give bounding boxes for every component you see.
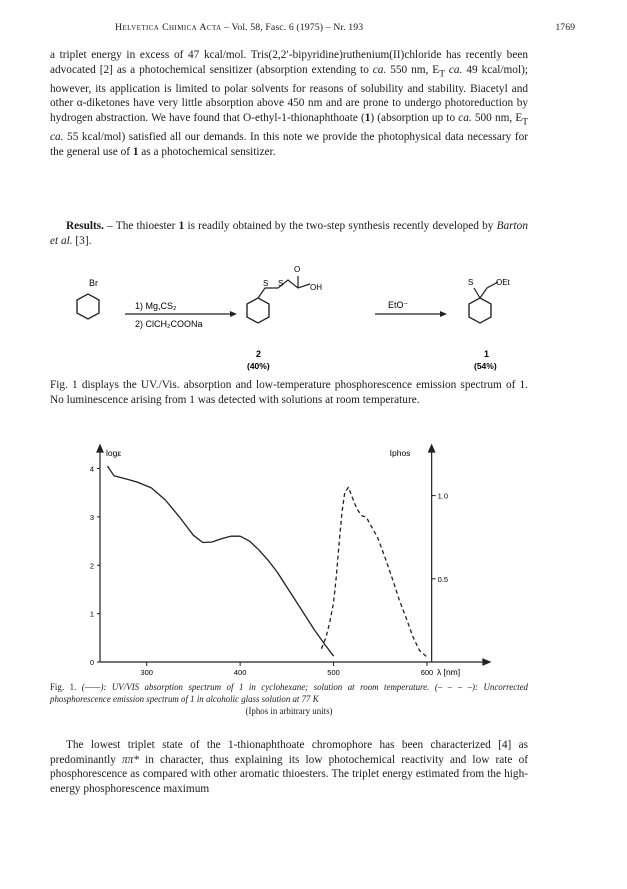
- x-tick-label: 600: [420, 668, 434, 677]
- bromonaphthalene-structure: [77, 294, 99, 319]
- intermediate-oh: OH: [310, 283, 322, 292]
- reaction-arrow-2-head: [440, 311, 447, 317]
- x-axis-arrow: [483, 659, 490, 665]
- figure-caption: [50, 681, 528, 717]
- intro-paragraph: a triplet energy in excess of 47 kcal/mol. Tris(2,2′-bipyridine)ruthenium(II)chloride has recently been advocated [2] as a photochemical sensitizer (absorption extending to ca. 550 nm, $E_T$ ca. 49 kcal/mol); however, its application is limited to polar solvents for reasons of solubility and stability. Biacetyl and other α-diketones have very little absorption above 450 nm and are prone to undergo photoreduction by hydrogen abstraction. We have found that O-ethyl-1-thionaphthoate (1) (absorption up to ca. 500 nm, $E_T$ ca. 55 kcal/mol) satisfied all our demands. In this note we provide the photophysical data necessary for the general use of 1 as a photochemical sensitizer.: [50, 49, 528, 158]
- y-left-tick-label: 3: [89, 512, 94, 522]
- product-thione-s: S: [468, 278, 474, 287]
- reaction-arrow-1-head: [230, 311, 237, 317]
- intermediate-thioether-s: S: [278, 279, 284, 288]
- results-heading: Results.: [66, 220, 104, 232]
- intermediate-label: 2: [256, 349, 262, 359]
- y-left-tick-label: 2: [89, 561, 94, 571]
- results-paragraph: Results. – The thioester 1 is readily obtained by the two-step synthesis recently developed by Barton et al. [3].: [50, 220, 528, 247]
- y-axis-left-label: logε: [106, 448, 122, 458]
- x-tick-label: 500: [327, 668, 340, 677]
- figure-caption-units: (Iphos in arbitrary units): [245, 706, 333, 716]
- synthesis-scheme: [40, 262, 560, 372]
- phosphorescence-emission-line: [321, 487, 427, 657]
- journal-running-title: Helvetica Chimica Acta – Vol. 58, Fasc. 6 (1975) – Nr. 193: [115, 22, 364, 33]
- x-tick-label: 400: [233, 668, 247, 677]
- intermediate-carbonyl-o: O: [294, 265, 301, 274]
- figure-intro-paragraph: Fig. 1 displays the UV./Vis. absorption and low-temperature phosphorescence emission spectrum of 1. No luminescence arising from 1 was detected with solutions at room temperature.: [50, 379, 528, 406]
- product-structure: [469, 282, 498, 323]
- y-right-tick-label: 0.5: [437, 574, 449, 584]
- bromo-label: Br: [89, 278, 98, 288]
- step1-reagent-2: 2) ClCH₂COONa: [135, 319, 203, 329]
- y-axis-right-arrow: [429, 445, 435, 452]
- intermediate-yield: (40%): [247, 361, 270, 371]
- product-oet: OEt: [496, 278, 510, 287]
- y-left-tick-label: 1: [89, 609, 94, 619]
- product-label: 1: [484, 349, 490, 359]
- discussion-paragraph: The lowest triplet state of the 1-thionaphthoate chromophore has been characterized [4] as predominantly ππ* in character, thus explaining its low photochemical reactivity and low rate of phosphorescence as compared with other aromatic thioesters. The triplet energy estimated from the high-energy phosphorescence maximum: [50, 739, 528, 796]
- y-axis-right-label: Iphos: [389, 448, 411, 458]
- figure-caption-label: Fig. 1.: [50, 682, 77, 692]
- step2-reagent: EtO⁻: [388, 300, 409, 310]
- y-left-tick-label: 0: [89, 658, 94, 667]
- product-yield: (54%): [474, 361, 497, 371]
- running-header: [50, 22, 575, 36]
- figure-caption-text: (——): UV/VIS absorption spectrum of 1 in cyclohexane; solution at room temperature. (– – – –): Uncorrected phosphorescence emission spectrum of 1 in alcoholic glass solution at 77 K: [50, 682, 528, 704]
- absorption-emission-chart: [70, 442, 510, 682]
- x-tick-label: 300: [140, 668, 153, 677]
- y-right-tick-label: 1.0: [437, 491, 449, 501]
- intermediate-thione-s: S: [263, 279, 269, 288]
- absorption-spectrum-line: [108, 466, 334, 656]
- y-axis-left-arrow: [97, 445, 103, 452]
- page-number: 1769: [555, 22, 575, 33]
- step1-reagent-1: 1) Mg,CS₂: [135, 301, 177, 311]
- y-left-tick-label: 4: [89, 464, 94, 474]
- x-axis-label: λ [nm]: [436, 667, 461, 677]
